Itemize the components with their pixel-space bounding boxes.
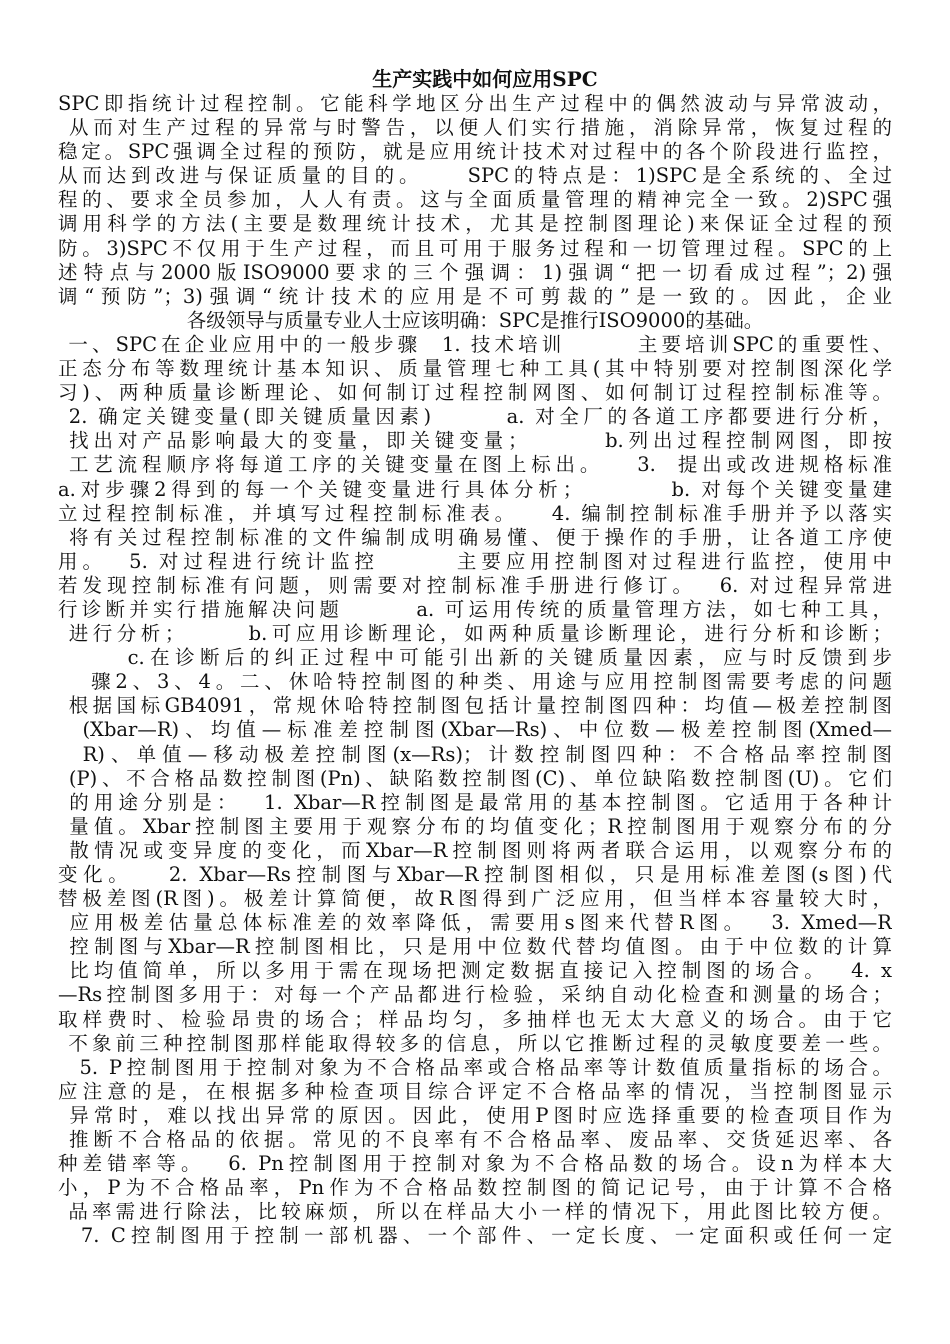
body-text-line: 习)、两种质量诊断理论、如何制订过程控制网图、如何制订过程控制标准等。 (58, 381, 892, 405)
body-text-line: 防。3)SPC不仅用于生产过程，而且可用于服务过程和一切管理过程。SPC的上 (58, 236, 892, 260)
body-text-line: (P)、不合格品数控制图(Pn)、缺陷数控制图(C)、单位缺陷数控制图(U)。它们 (58, 766, 892, 790)
body-text-line: 进行分析； b.可应用诊断理论，如两种质量诊断理论，进行分析和诊断； (58, 622, 892, 646)
body-text-line: 行诊断并实行措施解决问题 a. 可运用传统的质量管理方法，如七种工具， (58, 597, 892, 621)
body-text-line: 控制图与Xbar—R控制图相比，只是用中位数代替均值图。由于中位数的计算 (58, 935, 892, 959)
document-title: 生产实践中如何应用SPC (372, 67, 598, 91)
body-text-line: 小，P为不合格品率，Pn作为不合格品数控制图的简记记号，由于计算不合格 (58, 1176, 892, 1200)
body-text-line: 述特点与2000版ISO9000要求的三个强调：1)强调“把一切看成过程”；2)强 (58, 260, 892, 284)
body-text-line: SPC即指统计过程控制。它能科学地区分出生产过程中的偶然波动与异常波动， (58, 92, 892, 115)
body-text-line: 应注意的是，在根据多种检查项目综合评定不合格品率的情况，当控制图显示 (58, 1079, 892, 1103)
body-text-line: 从而达到改进与保证质量的目的。 SPC的特点是：1)SPC是全系统的、全过 (58, 164, 892, 188)
body-text-line: 若发现控制标准有问题，则需要对控制标准手册进行修订。 6. 对过程异常进 (58, 573, 892, 597)
body-text-line: 替极差图(R图)。极差计算简便，故R图得到广泛应用，但当样本容量较大时， (58, 887, 892, 911)
body-text-line: 程的、要求全员参加，人人有责。这与全面质量管理的精神完全一致。2)SPC强 (58, 188, 892, 212)
body-text-line: 比均值简单，所以多用于需在现场把测定数据直接记入控制图的场合。 4. x (58, 959, 892, 983)
body-text-line: —Rs控制图多用于：对每一个产品都进行检验，采纳自动化检查和测量的场合； (58, 983, 892, 1007)
body-text-line: 将有关过程控制标准的文件编制成明确易懂、便于操作的手册，让各道工序使 (58, 525, 892, 549)
body-text-line: 一、SPC在企业应用中的一般步骤 1. 技术培训 主要培训SPC的重要性、 (58, 332, 892, 356)
body-text-line: 5. P控制图用于控制对象为不合格品率或合格品率等计数值质量指标的场合。 (58, 1055, 892, 1079)
body-text-line: 根据国标GB4091，常规休哈特控制图包括计量控制图四种：均值—极差控制图 (58, 694, 892, 718)
document-page (58, 66, 892, 1249)
body-text-line: 品率需进行除法，比较麻烦，所以在样品大小一样的情况下，用此图比较方便。 (58, 1200, 892, 1224)
body-text-line: c.在诊断后的纠正过程中可能引出新的关键质量因素，应与时反馈到步 (58, 646, 892, 670)
body-text-line: 调用科学的方法(主要是数理统计技术，尤其是控制图理论)来保证全过程的预 (58, 212, 892, 236)
body-text-line: (Xbar—R)、均值—标准差控制图(Xbar—Rs)、中位数—极差控制图(Xmed— (58, 718, 892, 742)
body-text-line: 种差错率等。 6. Pn控制图用于控制对象为不合格品数的场合。设n为样本大 (58, 1152, 892, 1176)
body-text-line: 找出对产品影响最大的变量，即关键变量； b.列出过程控制网图，即按 (58, 429, 892, 453)
document-body (58, 92, 892, 1249)
body-text-line: 立过程控制标准，并填写过程控制标准表。 4. 编制控制标准手册并予以落实 (58, 501, 892, 525)
body-text-line: 从而对生产过程的异常与时警告，以便人们实行措施，消除异常，恢复过程的 (58, 116, 892, 140)
body-text-line: 变化。 2. Xbar—Rs控制图与Xbar—R控制图相似，只是用标准差图(s图)代 (58, 863, 892, 886)
body-text-line: 不象前三种控制图那样能取得较多的信息，所以它推断过程的灵敏度要差一些。 (58, 1031, 892, 1055)
body-text-line: a.对步骤2得到的每一个关键变量进行具体分析； b. 对每个关键变量建 (58, 477, 892, 501)
body-text-line: R)、单值—移动极差控制图(x—Rs)；计数控制图四种：不合格品率控制图 (58, 742, 892, 766)
body-text-line: 推断不合格品的依据。常见的不良率有不合格品率、废品率、交货延迟率、各 (58, 1128, 892, 1152)
body-text-line: 7. C控制图用于控制一部机器、一个部件、一定长度、一定面积或任何一定 (58, 1224, 892, 1248)
body-text-line: 各级领导与质量专业人士应该明确：SPC是推行ISO9000的基础。 (186, 308, 764, 332)
body-text-line: 2. 确定关键变量(即关键质量因素) a. 对全厂的各道工序都要进行分析， (58, 405, 892, 429)
body-text-line: 取样费时、检验昂贵的场合；样品均匀，多抽样也无太大意义的场合。由于它 (58, 1007, 892, 1031)
body-text-line: 用。 5. 对过程进行统计监控 主要应用控制图对过程进行监控，使用中 (58, 549, 892, 573)
body-text-line: 散情况或变异度的变化，而Xbar—R控制图则将两者联合运用，以观察分布的 (58, 838, 892, 862)
body-text-line: 正态分布等数理统计基本知识、质量管理七种工具(其中特别要对控制图深化学 (58, 357, 892, 381)
body-text-line: 骤2、3、4。二、休哈特控制图的种类、用途与应用控制图需要考虑的问题 (58, 670, 892, 694)
body-text-line: 量值。Xbar控制图主要用于观察分布的均值变化；R控制图用于观察分布的分 (58, 814, 892, 838)
body-text-line: 的用途分别是： 1. Xbar—R控制图是最常用的基本控制图。它适用于各种计 (58, 790, 892, 814)
body-text-line: 稳定。SPC强调全过程的预防，就是应用统计技术对过程中的各个阶段进行监控， (58, 140, 892, 164)
body-text-line: 应用极差估量总体标准差的效率降低，需要用s图来代替R图。 3. Xmed—R (58, 911, 892, 935)
body-text-line: 调“预防”；3)强调“统计技术的应用是不可剪裁的”是一致的。因此，企业 (58, 284, 892, 308)
body-text-line: 异常时，难以找出异常的原因。因此，使用P图时应选择重要的检查项目作为 (58, 1103, 892, 1127)
body-text-line: 工艺流程顺序将每道工序的关键变量在图上标出。 3. 提出或改进规格标准 (58, 453, 892, 477)
